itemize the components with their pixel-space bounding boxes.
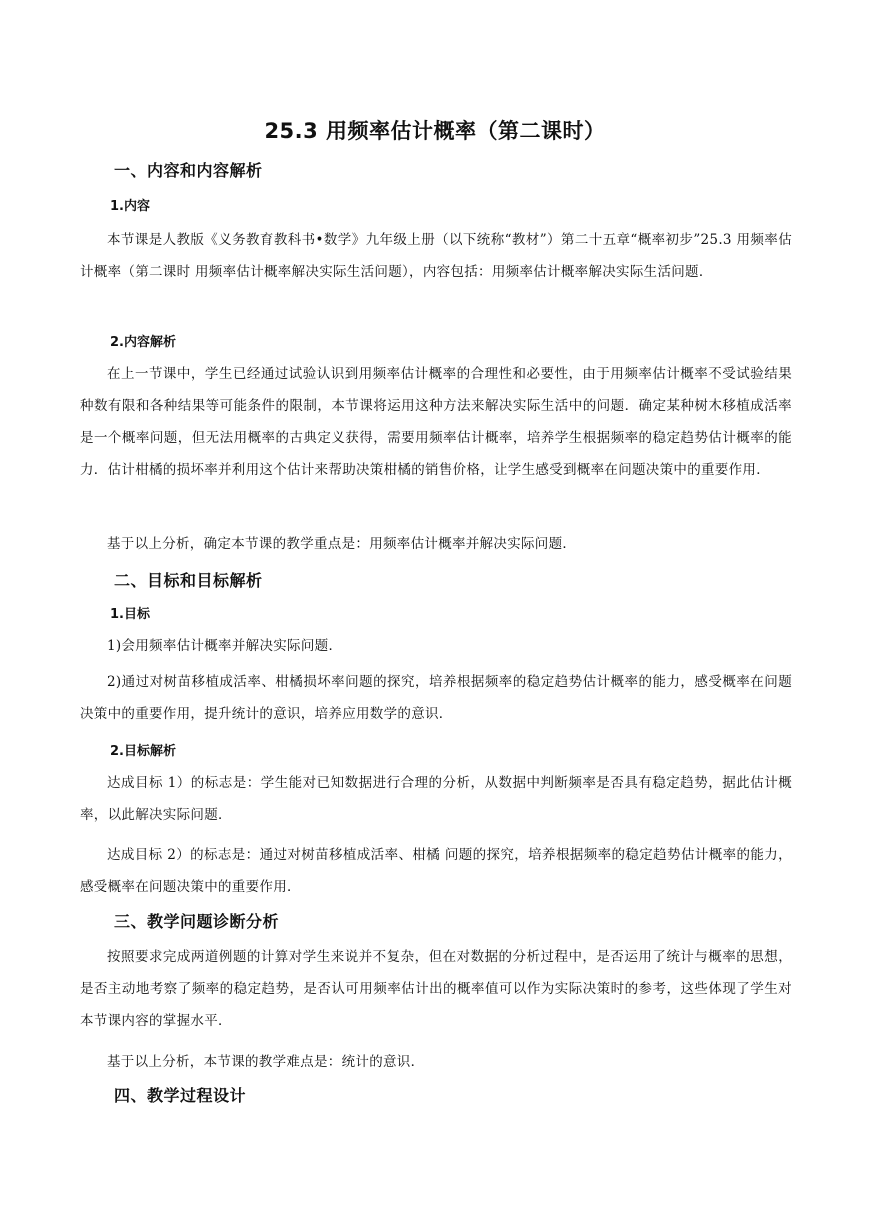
paragraph-content-analysis: 在上一节课中，学生已经通过试验认识到用频率估计概率的合理性和必要性，由于用频率估计概率不受试验结果种数有限和各种结果等可能条件的限制，本节课将运用这种方法来解决实际生活中的问题．确定某种树木移植成活率是一个概率问题，但无法用概率的古典定义获得，需要用频率估计概率，培养学生根据频率的稳定趋势估计概率的能力．估计柑橘的损坏率并利用这个估计来帮助决策柑橘的销售价格，让学生感受到概率在问题决策中的重要作用． [80, 366, 792, 478]
section-heading-4: 四、教学过程设计 [114, 1086, 247, 1105]
subheading-content: 1.内容 [110, 199, 150, 214]
section-heading-3: 三、教学问题诊断分析 [114, 912, 280, 931]
subheading-goal-analysis: 2.目标解析 [110, 744, 176, 759]
paragraph-goal-1: 1)会用频率估计概率并解决实际问题． [107, 638, 343, 654]
document-title: 25.3 用频率估计概率（第二课时） [264, 119, 606, 143]
section-heading-1: 一、内容和内容解析 [114, 161, 263, 180]
paragraph-difficulty: 基于以上分析，本节课的教学难点是：统计的意识． [107, 1054, 425, 1070]
paragraph-goal-analysis-1: 达成目标 1）的标志是：学生能对已知数据进行合理的分析，从数据中判断频率是否具有稳定趋势，据此估计概率，以此解决实际问题． [80, 775, 792, 823]
paragraph-goal-analysis-2: 达成目标 2）的标志是：通过对树苗移植成活率、柑橘 问题的探究，培养根据频率的稳定趋势估计概率的能力，感受概率在问题决策中的重要作用． [80, 847, 792, 895]
paragraph-diagnosis: 按照要求完成两道例题的计算对学生来说并不复杂，但在对数据的分析过程中，是否运用了统计与概率的思想，是否主动地考察了频率的稳定趋势，是否认可用频率估计出的概率值可以作为实际决策时的参考，这些体现了学生对本节课内容的掌握水平． [80, 949, 792, 1029]
section-heading-2: 二、目标和目标解析 [114, 571, 263, 590]
subheading-content-analysis: 2.内容解析 [110, 335, 176, 350]
subheading-goals: 1.目标 [110, 607, 150, 622]
paragraph-content: 本节课是人教版《义务教育教科书•数学》九年级上册（以下统称“教材”）第二十五章“概率初步”25.3 用频率估计概率（第二课时 用频率估计概率解决实际生活问题），内容包括：用频率估计概率解决实际生活问题． [80, 232, 792, 280]
paragraph-key-point: 基于以上分析，确定本节课的教学重点是：用频率估计概率并解决实际问题． [107, 536, 577, 552]
paragraph-goal-2: 2)通过对树苗移植成活率、柑橘损坏率问题的探究，培养根据频率的稳定趋势估计概率的能力，感受概率在问题决策中的重要作用，提升统计的意识，培养应用数学的意识． [80, 674, 792, 722]
